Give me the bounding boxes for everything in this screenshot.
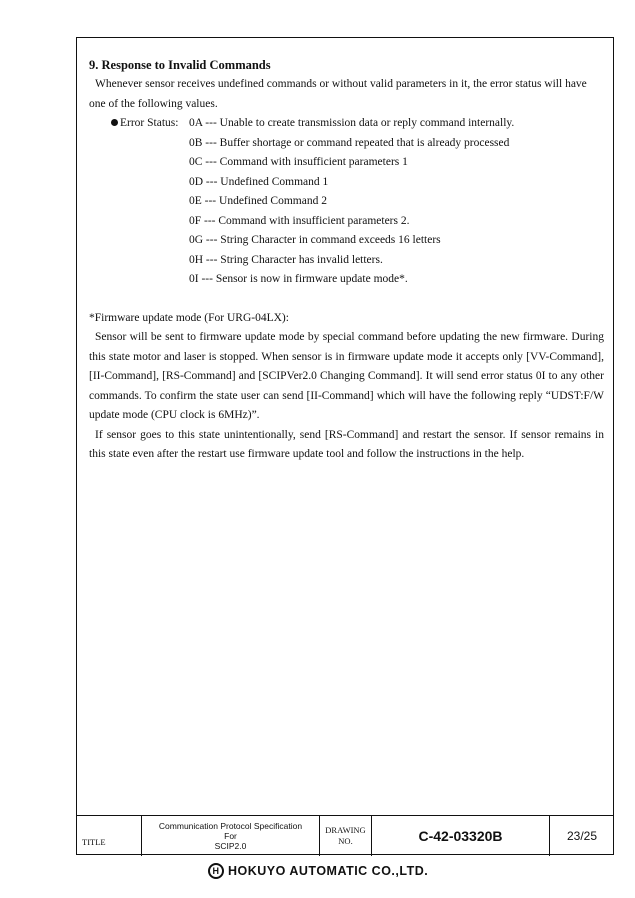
note-title: *Firmware update mode (For URG-04LX): bbox=[89, 311, 289, 324]
error-row bbox=[89, 153, 604, 173]
drawing-label-line: DRAWING bbox=[325, 825, 366, 835]
error-row bbox=[89, 231, 604, 251]
company-footer bbox=[208, 861, 428, 881]
error-item: 0A --- Unable to create transmission data or reply command internally. bbox=[189, 117, 515, 129]
document-body bbox=[89, 55, 604, 465]
error-row bbox=[89, 114, 604, 134]
description-line: Communication Protocol Specification bbox=[158, 821, 303, 831]
bullet-icon bbox=[111, 119, 118, 126]
error-item: 0G --- String Character in command exceeds 16 letters bbox=[189, 234, 441, 246]
error-row bbox=[89, 251, 604, 271]
description-line: SCIP2.0 bbox=[214, 841, 247, 851]
note-paragraph: Sensor will be sent to firmware update mode by special command before updating the new firmware. During this state motor and laser is stopped. When sensor is in firmware update mode it accepts only [VV-Command], [II-Command], [RS-Command] and [SCIPVer2.0 Changing Command]. It will send error status 0I to any other commands. To confirm the state user can send [II-Command] which will have the following reply “UDST:F/W update mode (CPU clock is 6MHz)”. bbox=[89, 331, 604, 421]
note-paragraph: If sensor goes to this state unintentionally, send [RS-Command] and restart the sensor. If sensor remains in this state even after the restart use firmware update tool and follow the instructions in the help. bbox=[89, 428, 604, 460]
error-row bbox=[89, 134, 604, 154]
error-item: 0E --- Undefined Command 2 bbox=[189, 195, 327, 207]
page-number: 23/25 bbox=[566, 829, 598, 843]
error-row bbox=[89, 192, 604, 212]
error-item: 0F --- Command with insufficient parameters 2. bbox=[189, 214, 410, 227]
title-label: TITLE bbox=[76, 816, 142, 856]
error-item: 0H --- String Character has invalid letters. bbox=[189, 253, 383, 266]
company-logo-icon: H bbox=[208, 863, 224, 879]
error-status-label: Error Status: bbox=[120, 117, 179, 129]
drawing-label-line: NO. bbox=[338, 836, 353, 846]
description-line: For bbox=[224, 831, 237, 841]
intro-paragraph: Whenever sensor receives undefined commands or without valid parameters in it, the error status will have one of the following values. bbox=[89, 78, 587, 110]
error-row bbox=[89, 173, 604, 193]
section-heading: 9. Response to Invalid Commands bbox=[89, 58, 271, 72]
error-item: 0D --- Undefined Command 1 bbox=[189, 175, 329, 188]
error-label-wrap bbox=[89, 114, 189, 134]
title-block bbox=[76, 815, 614, 856]
drawing-number: C-42-03320B bbox=[372, 816, 550, 856]
drawing-label bbox=[320, 816, 372, 856]
error-item: 0I --- Sensor is now in firmware update mode*. bbox=[189, 273, 408, 285]
error-item: 0B --- Buffer shortage or command repeated that is already processed bbox=[189, 136, 510, 149]
company-name: HOKUYO AUTOMATIC CO.,LTD. bbox=[228, 864, 429, 878]
error-row bbox=[89, 212, 604, 232]
error-row bbox=[89, 270, 604, 290]
document-description bbox=[142, 816, 320, 856]
error-item: 0C --- Command with insufficient parameters 1 bbox=[189, 156, 408, 168]
